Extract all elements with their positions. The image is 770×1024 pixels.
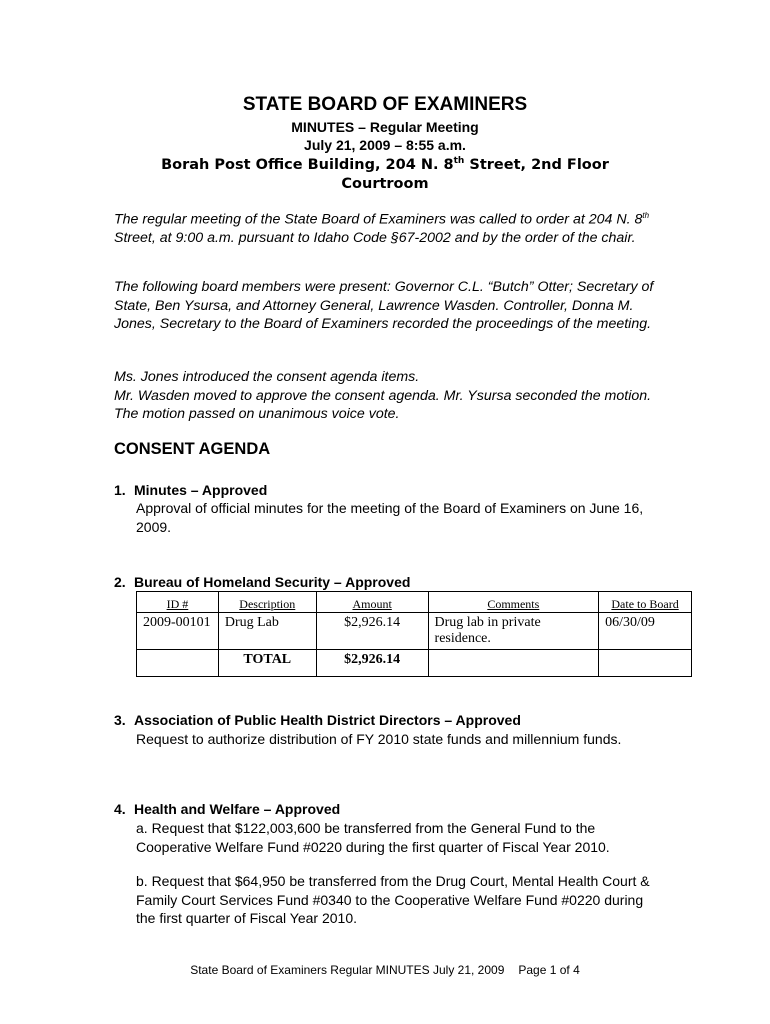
call-to-order-superscript: th xyxy=(642,211,650,220)
column-header-description: Description xyxy=(218,592,316,613)
call-to-order-text-cont: Street, at 9:00 a.m. pursuant to Idaho Code §67-2002 and by the order of the chair. xyxy=(114,230,636,247)
cell-empty xyxy=(428,650,599,677)
agenda-item-4-heading xyxy=(114,801,340,817)
column-header-amount: Amount xyxy=(316,592,428,613)
motion-paragraph xyxy=(114,368,654,424)
footer-page-number: Page 1 of 4 xyxy=(518,963,580,977)
column-header-comments: Comments xyxy=(428,592,599,613)
agenda-item-title: Health and Welfare – Approved xyxy=(134,801,341,817)
location-text-cont: Street, 2nd Floor xyxy=(464,156,609,173)
cell-comments: Drug lab in private residence. xyxy=(428,613,599,650)
attendance-text: The following board members were present: Governor C.L. “Butch” Otter; Secretary of State, Ben Ysursa, and Attorney General, Lawrence Wasden. Controller, Donna M. Jones, Secretary to the Board of Examiners recorded the proceedings of the meeting. xyxy=(114,279,654,332)
column-header-date: Date to Board xyxy=(599,592,692,613)
consent-intro-text: Ms. Jones introduced the consent agenda items. xyxy=(114,369,420,385)
call-to-order-paragraph xyxy=(114,207,654,248)
total-amount: $2,926.14 xyxy=(316,650,428,677)
location-room: Courtroom xyxy=(341,175,429,192)
location-text: Borah Post Office Building, 204 N. 8 xyxy=(161,156,454,173)
agenda-item-1-body xyxy=(136,499,666,536)
agenda-item-2-heading xyxy=(114,574,410,590)
column-header-id: ID # xyxy=(137,592,219,613)
attendance-paragraph xyxy=(114,278,654,334)
agenda-item-text: a. Request that $122,003,600 be transferred from the General Fund to the Cooperative Welfare Fund #0220 during the first quarter of Fiscal Year 2010. xyxy=(136,820,610,855)
table-total-row xyxy=(137,650,692,677)
document-title: STATE BOARD OF EXAMINERS xyxy=(242,94,528,115)
call-to-order-text: The regular meeting of the State Board of Examiners was called to order at 204 N. 8 xyxy=(114,211,643,228)
cell-id: 2009-00101 xyxy=(137,613,219,650)
agenda-item-3-heading xyxy=(114,712,521,728)
agenda-item-text: Request to authorize distribution of FY 2010 state funds and millennium funds. xyxy=(136,731,622,747)
agenda-item-title: Bureau of Homeland Security – Approved xyxy=(134,574,411,590)
motion-text: Mr. Wasden moved to approve the consent agenda. Mr. Ysursa seconded the motion. The motion passed on unanimous voice vote. xyxy=(114,387,652,422)
agenda-item-4a-body xyxy=(136,819,666,856)
cell-date: 06/30/09 xyxy=(599,613,692,650)
agenda-item-number: 2. xyxy=(114,574,126,590)
agenda-item-number: 4. xyxy=(114,801,126,817)
agenda-item-title: Association of Public Health District Directors – Approved xyxy=(134,712,521,728)
table-header-row xyxy=(137,592,692,613)
agenda-item-text: Approval of official minutes for the meeting of the Board of Examiners on June 16, 2009. xyxy=(136,500,644,535)
meeting-datetime: July 21, 2009 – 8:55 a.m. xyxy=(304,137,466,153)
total-label: TOTAL xyxy=(218,650,316,677)
location-superscript: th xyxy=(453,156,465,166)
agenda-item-number: 3. xyxy=(114,712,126,728)
claims-table xyxy=(136,591,692,677)
agenda-item-number: 1. xyxy=(114,482,126,498)
agenda-item-title: Minutes – Approved xyxy=(134,482,268,498)
meeting-location xyxy=(0,152,770,194)
footer-doc-label: State Board of Examiners Regular MINUTES July 21, 2009 xyxy=(190,963,505,977)
agenda-item-text: b. Request that $64,950 be transferred from the Drug Court, Mental Health Court & Family Court Services Fund #0340 to the Cooperative Welfare Fund #0220 during the first quarter of Fiscal Year 2010. xyxy=(136,873,650,926)
table-row xyxy=(137,613,692,650)
cell-description: Drug Lab xyxy=(218,613,316,650)
agenda-item-4b-body xyxy=(136,872,666,928)
cell-empty xyxy=(599,650,692,677)
cell-empty xyxy=(137,650,219,677)
consent-agenda-heading: CONSENT AGENDA xyxy=(114,440,271,458)
cell-amount: $2,926.14 xyxy=(316,613,428,650)
page-footer xyxy=(0,963,770,977)
agenda-item-1-heading xyxy=(114,482,267,498)
meeting-type: MINUTES – Regular Meeting xyxy=(291,119,479,135)
agenda-item-3-body xyxy=(136,730,666,749)
